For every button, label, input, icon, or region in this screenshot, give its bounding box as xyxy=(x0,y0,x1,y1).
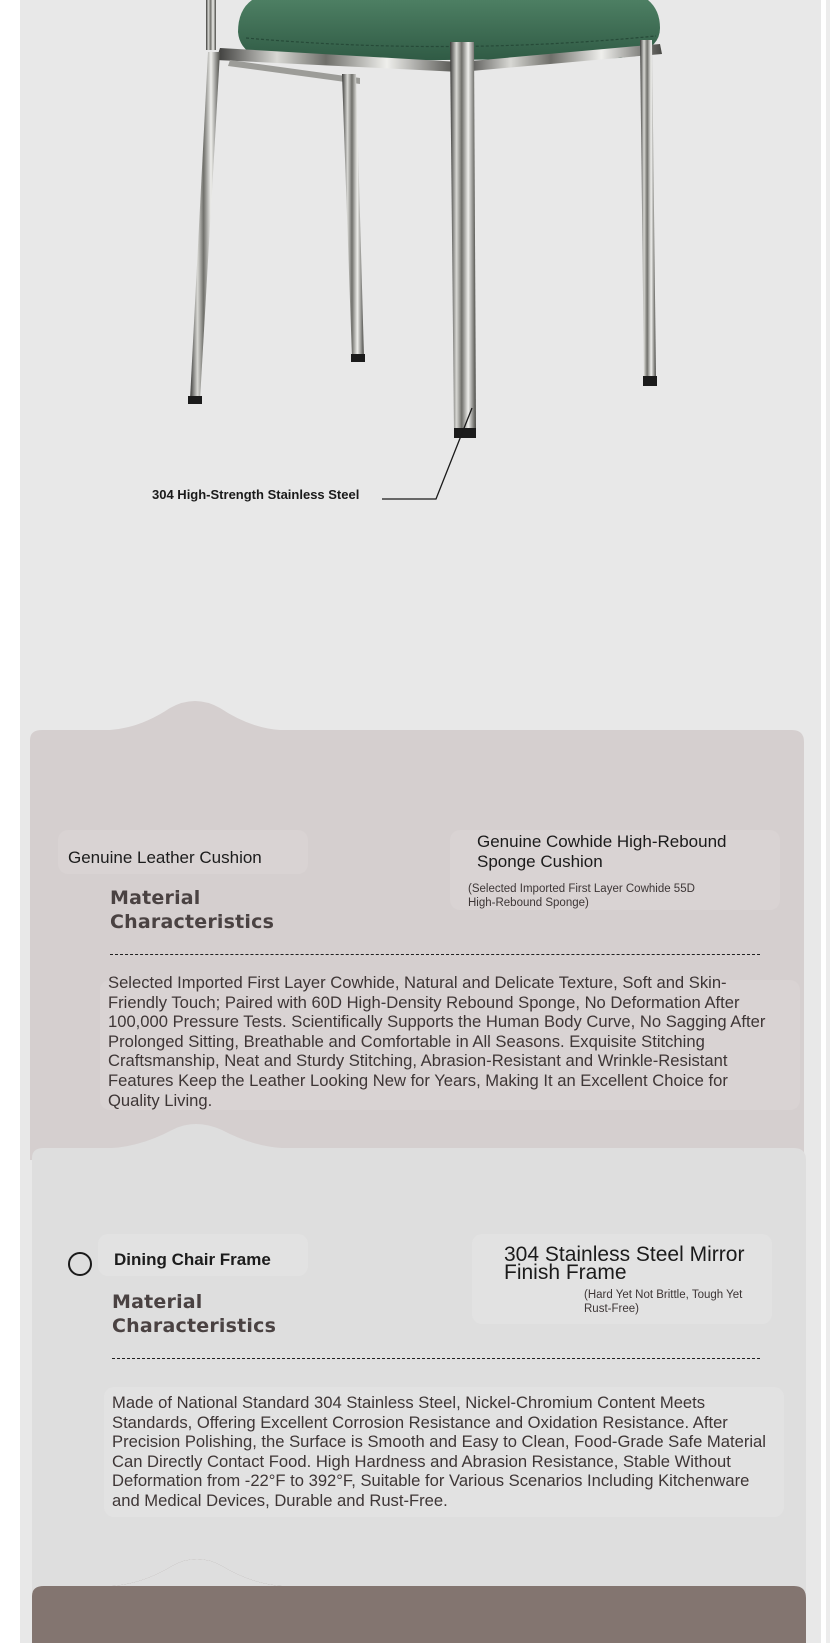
next-section-card xyxy=(32,1548,807,1643)
note-line: Rust-Free) xyxy=(584,1303,639,1315)
material-title-line: Material xyxy=(112,1291,203,1313)
frame-right-title xyxy=(504,1243,745,1284)
next-card-shape xyxy=(32,1548,807,1643)
stainless-steel-callout: 304 High-Strength Stainless Steel xyxy=(152,487,360,502)
cushion-note xyxy=(468,882,695,910)
cushion-left-label: Genuine Leather Cushion xyxy=(68,848,262,867)
right-title-line: Finish Frame xyxy=(504,1261,627,1284)
cushion-divider xyxy=(110,954,760,955)
frame-divider xyxy=(112,1358,760,1359)
radio-circle-icon xyxy=(68,1252,92,1276)
frame-material-title xyxy=(112,1290,276,1338)
frame-card-shape xyxy=(32,1122,807,1592)
cushion-material-title xyxy=(110,886,274,934)
material-title-line: Material xyxy=(110,887,201,909)
frame-note xyxy=(584,1288,774,1316)
frame-left-label: Dining Chair Frame xyxy=(114,1250,271,1269)
chair-hero-image xyxy=(20,0,821,690)
scroll-track[interactable] xyxy=(826,0,830,1643)
cushion-material-card xyxy=(30,690,805,1160)
chair-illustration xyxy=(20,0,821,520)
frame-description: Made of National Standard 304 Stainless Steel, Nickel-Chromium Content Meets Standards, Offering Excellent Corrosion Resistance and Oxidation Resistance. After Precision Polishing, the Surface is Smooth and Easy to Clean, Food-Grade Safe Material Can Directly Contact Food. High Hardness and Abrasion Resistance, Stable Without Deformation from -22°F to 392°F, Suitable for Various Scenarios Including Kitchenware and Medical Devices, Durable and Rust-Free. xyxy=(112,1393,766,1510)
note-line: High-Rebound Sponge) xyxy=(468,897,589,909)
note-line: (Selected Imported First Layer Cowhide 55D xyxy=(468,883,695,895)
material-title-line: Characteristics xyxy=(112,1315,277,1337)
right-title-line: 304 Stainless Steel Mirror xyxy=(504,1243,745,1266)
cushion-right-title xyxy=(477,832,727,872)
product-detail-page xyxy=(20,0,821,1643)
right-title-line: Sponge Cushion xyxy=(477,852,603,871)
right-title-line: Genuine Cowhide High-Rebound xyxy=(477,832,727,851)
frame-material-card xyxy=(32,1122,807,1592)
cushion-description: Selected Imported First Layer Cowhide, Natural and Delicate Texture, Soft and Skin-Friendly Touch; Paired with 60D High-Density Rebound Sponge, No Deformation After 100,000 Pressure Tests. Scientifically Supports the Human Body Curve, No Sagging After Prolonged Sitting, Breathable and Comfortable in All Seasons. Exquisite Stitching Craftsmanship, Neat and Sturdy Stitching, Abrasion-Resistant and Wrinkle-Resistant Features Keep the Leather Looking New for Years, Making It an Excellent Choice for Quality Living. xyxy=(108,973,766,1110)
note-line: (Hard Yet Not Brittle, Tough Yet xyxy=(584,1289,743,1301)
material-title-line: Characteristics xyxy=(110,911,275,933)
